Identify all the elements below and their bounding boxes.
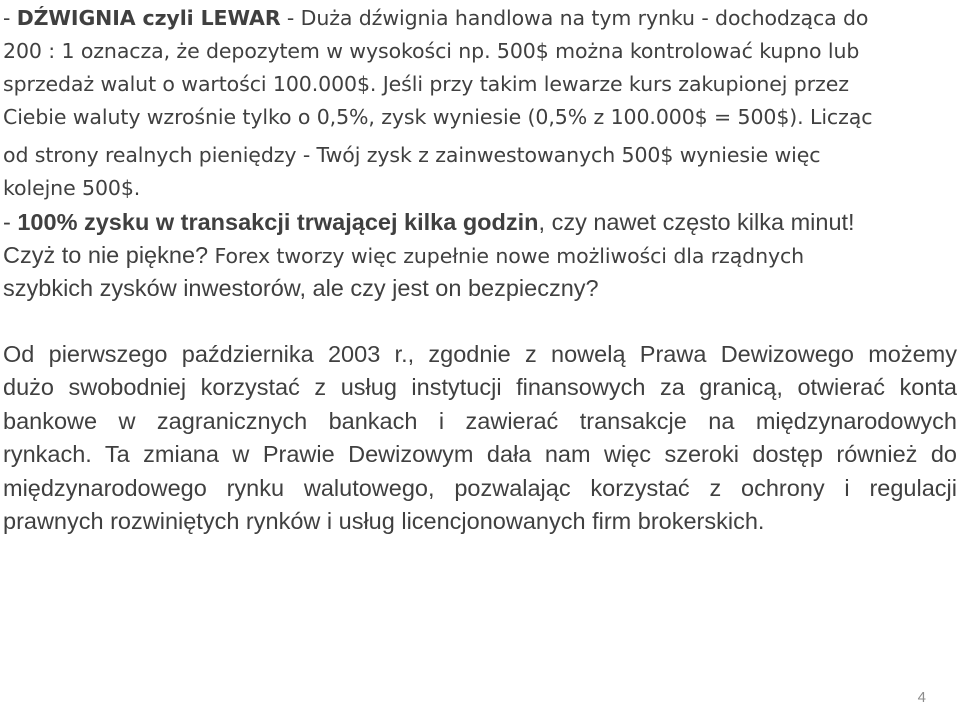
paragraph-3-line-6: prawnych rozwiniętych rynków i usług licencjonowanych firm brokerskich. [3,508,765,534]
paragraph-3-line-4 [3,438,957,470]
paragraph-1-line-2: 200 : 1 oznacza, że depozytem w wysokości np. 500$ można kontrolować kupno lub [3,39,860,63]
paragraph-2-line-3: szybkich zysków inwestorów, ale czy jest on bezpieczny? [3,275,599,301]
paragraph-3-line-2: dużo swobodniej korzystać z usług instytucji finansowych za granicą, otwierać konta [3,374,957,400]
paragraph-2-line-1 [3,206,855,238]
paragraph-1-line-1 [3,2,868,34]
dash: - [3,209,18,235]
text-span: - Duża dźwignia handlowa na tym rynku - dochodząca do [280,6,869,30]
paragraph-2-line-2 [3,239,804,271]
profit-highlight: 100% zysku w transakcji trwającej kilka godzin [17,209,539,235]
paragraph-3-line-1: Od pierwszego października 2003 r., zgodnie z nowelą Prawa Dewizowego możemy [3,341,957,367]
page-number: 4 [917,689,926,706]
paragraph-1-line-5: od strony realnych pieniędzy - Twój zysk z zainwestowanych 500$ wyniesie więc [3,143,821,167]
text-span: rynkach. [3,441,92,467]
text-span: Forex tworzy więc zupełnie nowe możliwości dla rządnych [208,244,805,268]
dash: - [3,6,17,30]
paragraph-1-line-4: Ciebie waluty wzrośnie tylko o 0,5%, zysk wyniesie (0,5% z 100.000$ = 500$). Licząc [3,105,873,129]
text-span: , czy nawet często kilka minut! [538,209,855,235]
paragraph-3-line-3: bankowe w zagranicznych bankach i zawierać transakcje na międzynarodowych [3,408,957,434]
paragraph-1-line-3: sprzedaż walut o wartości 100.000$. Jeśli przy takim lewarze kurs zakupionej przez [3,72,849,96]
paragraph-1-line-6: kolejne 500$. [3,176,141,200]
text-span: Czyż to nie piękne? [3,242,209,268]
leverage-heading: DŹWIGNIA czyli LEWAR [16,6,281,30]
paragraph-3-line-5: międzynarodowego rynku walutowego, pozwalając korzystać z ochrony i regulacji [3,475,957,501]
text-span: Ta zmiana w Prawie Dewizowym dała nam więc szeroki dostęp również do [91,441,957,467]
